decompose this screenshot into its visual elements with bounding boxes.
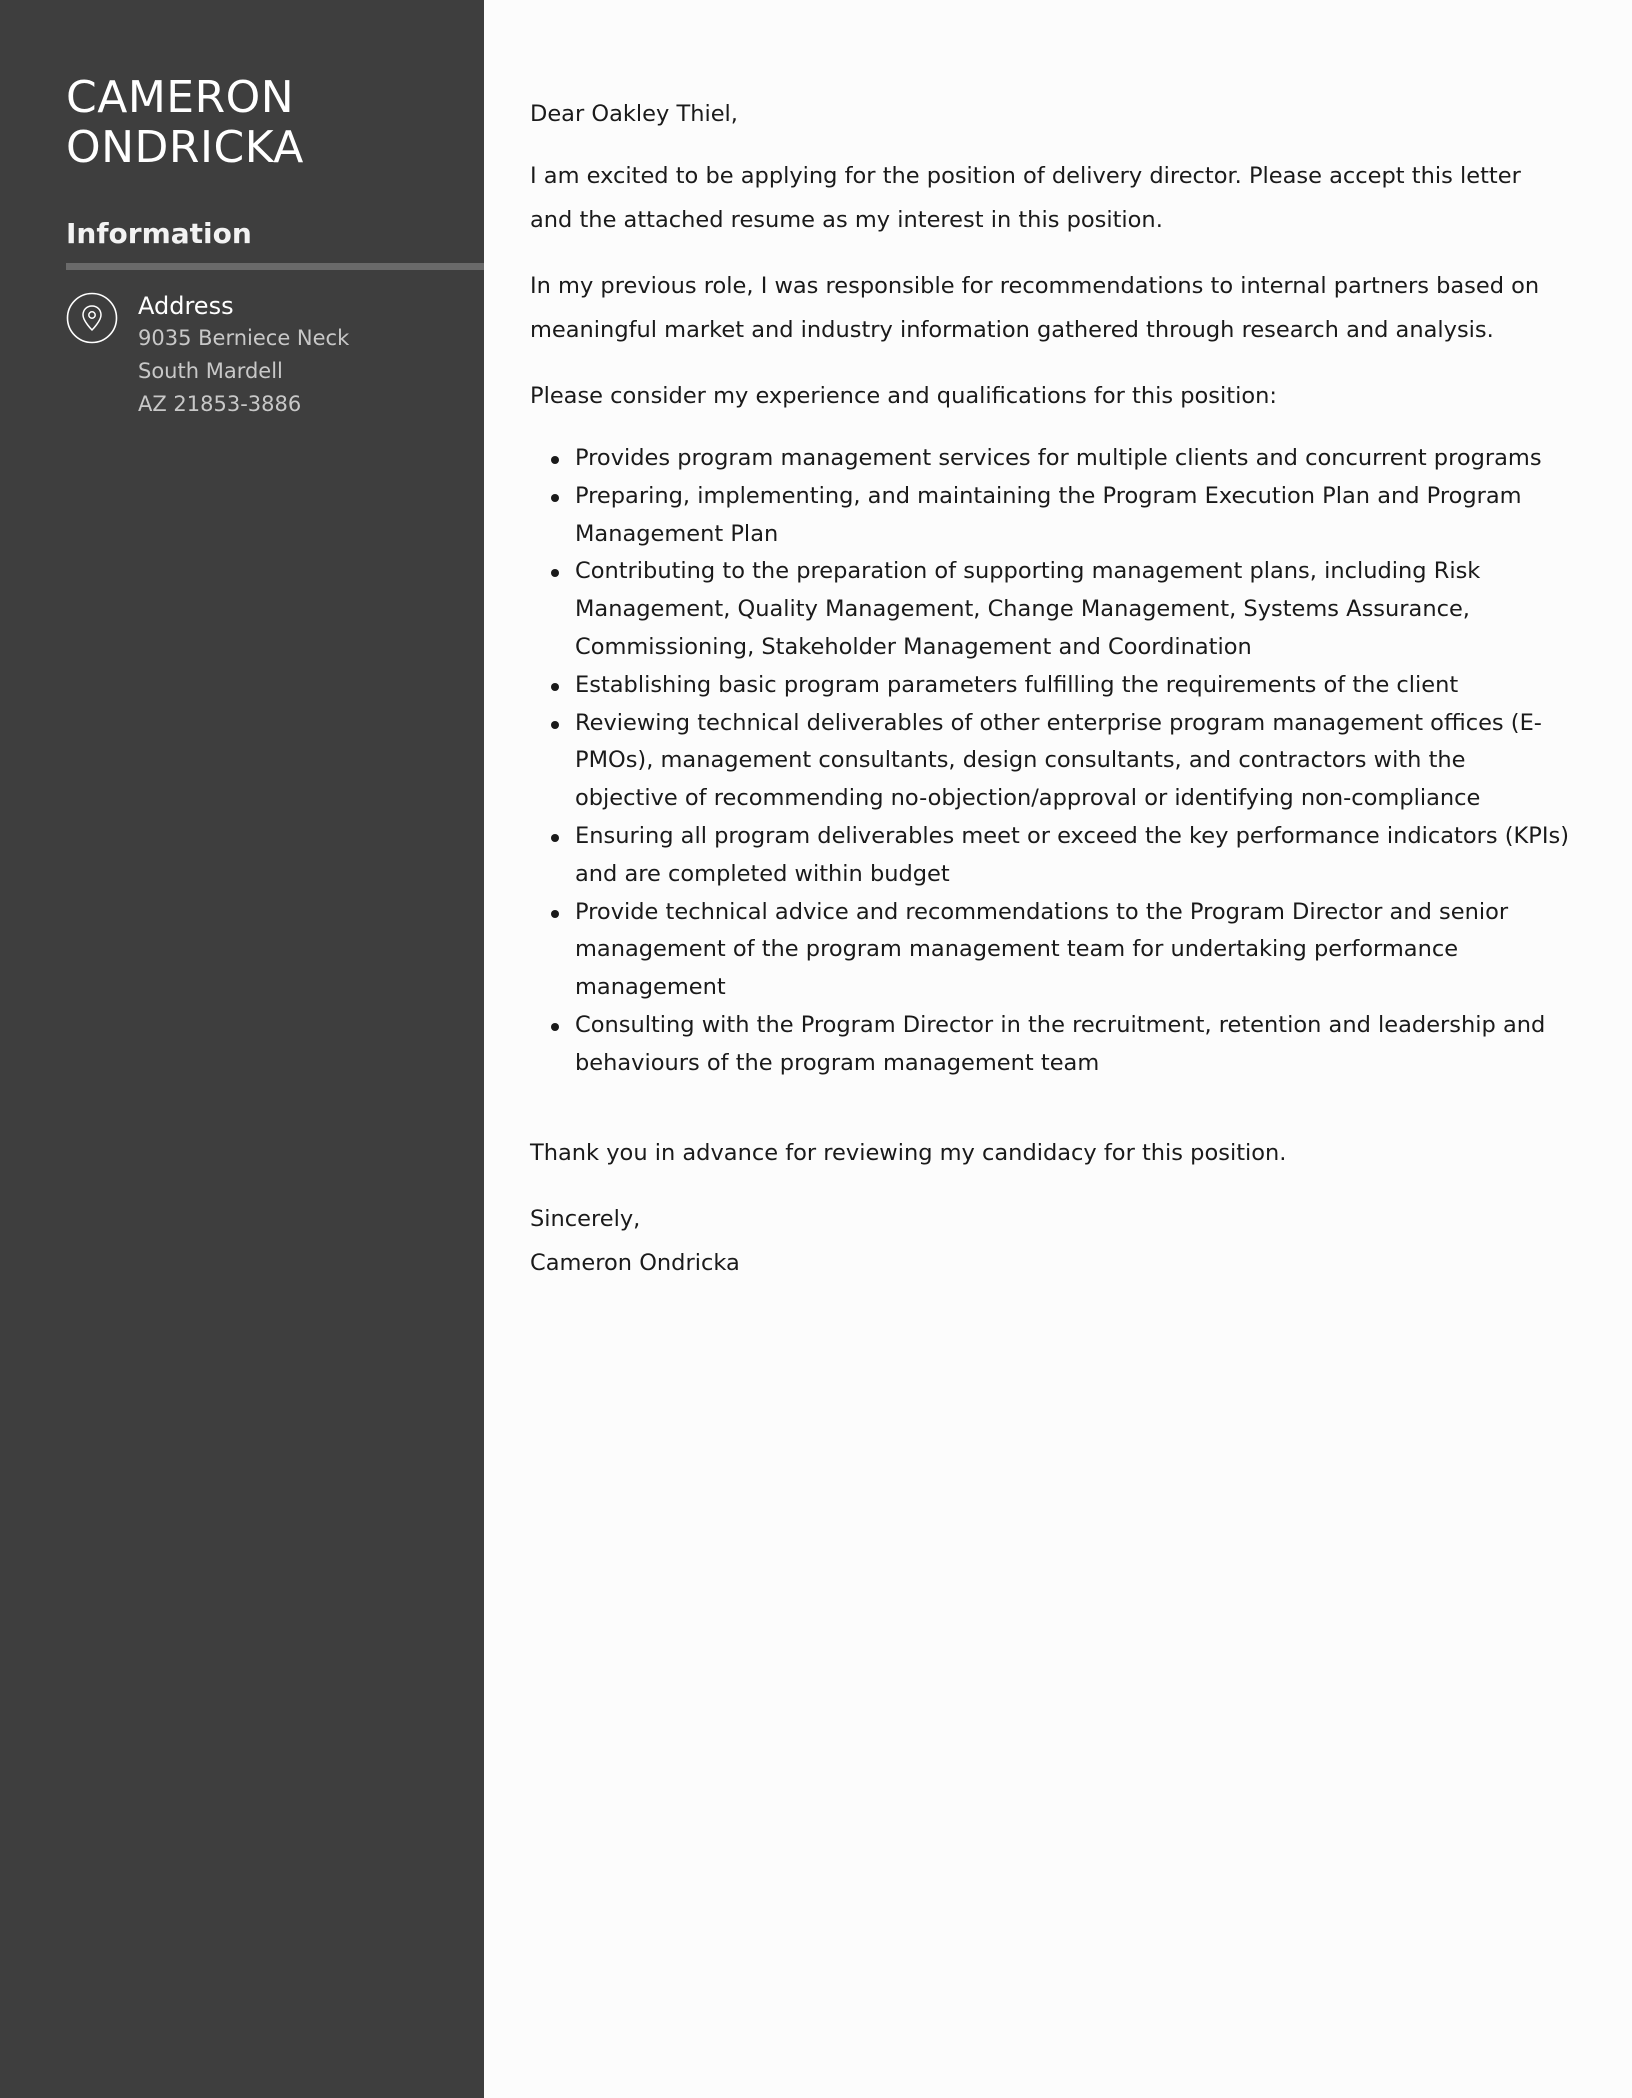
address-line-city: South Mardell: [138, 359, 283, 383]
sidebar: [0, 0, 484, 2098]
list-item: Reviewing technical deliverables of other enterprise program management offices (E-PMOs), management consultants, design consultants, and contractors with the objective of recommending no-objection/approval or identifying non-compliance: [530, 705, 1570, 818]
letter-thanks: Thank you in advance for reviewing my candidacy for this position.: [530, 1139, 1287, 1166]
letter-signature: Cameron Ondricka: [530, 1249, 740, 1276]
candidate-name-first: CAMERON: [66, 72, 295, 123]
list-item: Establishing basic program parameters fulfilling the requirements of the client: [530, 667, 1570, 705]
candidate-name-last: ONDRICKA: [66, 122, 304, 173]
list-item: Contributing to the preparation of supporting management plans, including Risk Management, Quality Management, Change Management, Systems Assurance, Commissioning, Stakeholder Management and Coordination: [530, 553, 1570, 666]
letter-consider-paragraph: Please consider my experience and qualifications for this position:: [530, 383, 1277, 409]
letter-intro-paragraph: I am excited to be applying for the position of delivery director. Please accept this letter and the attached resume as my interest in this position.: [530, 163, 1521, 233]
letter-previous-role-paragraph: In my previous role, I was responsible for recommendations to internal partners based on meaningful market and industry information gathered through research and analysis.: [530, 273, 1540, 343]
section-divider: [66, 263, 484, 270]
list-item: Provides program management services for multiple clients and concurrent programs: [530, 440, 1570, 478]
letter-greeting: Dear Oakley Thiel,: [530, 101, 738, 127]
map-pin-icon: [66, 292, 118, 344]
letter-closing: Sincerely,: [530, 1205, 641, 1232]
list-item: Preparing, implementing, and maintaining the Program Execution Plan and Program Management Plan: [530, 478, 1570, 554]
cover-letter-body: [530, 92, 1570, 1285]
address-line-street: 9035 Berniece Neck: [138, 326, 350, 350]
address-value: [138, 322, 349, 421]
list-item: Consulting with the Program Director in the recruitment, retention and leadership and behaviours of the program management team: [530, 1007, 1570, 1083]
address-line-zip: AZ 21853-3886: [138, 392, 302, 416]
list-item: Provide technical advice and recommendations to the Program Director and senior management of the program management team for undertaking performance management: [530, 894, 1570, 1007]
qualifications-list: [530, 440, 1570, 1083]
candidate-name: [66, 73, 304, 173]
address-label: Address: [138, 292, 234, 320]
list-item: Ensuring all program deliverables meet or exceed the key performance indicators (KPIs) and are completed within budget: [530, 818, 1570, 894]
section-title-information: Information: [66, 217, 252, 250]
